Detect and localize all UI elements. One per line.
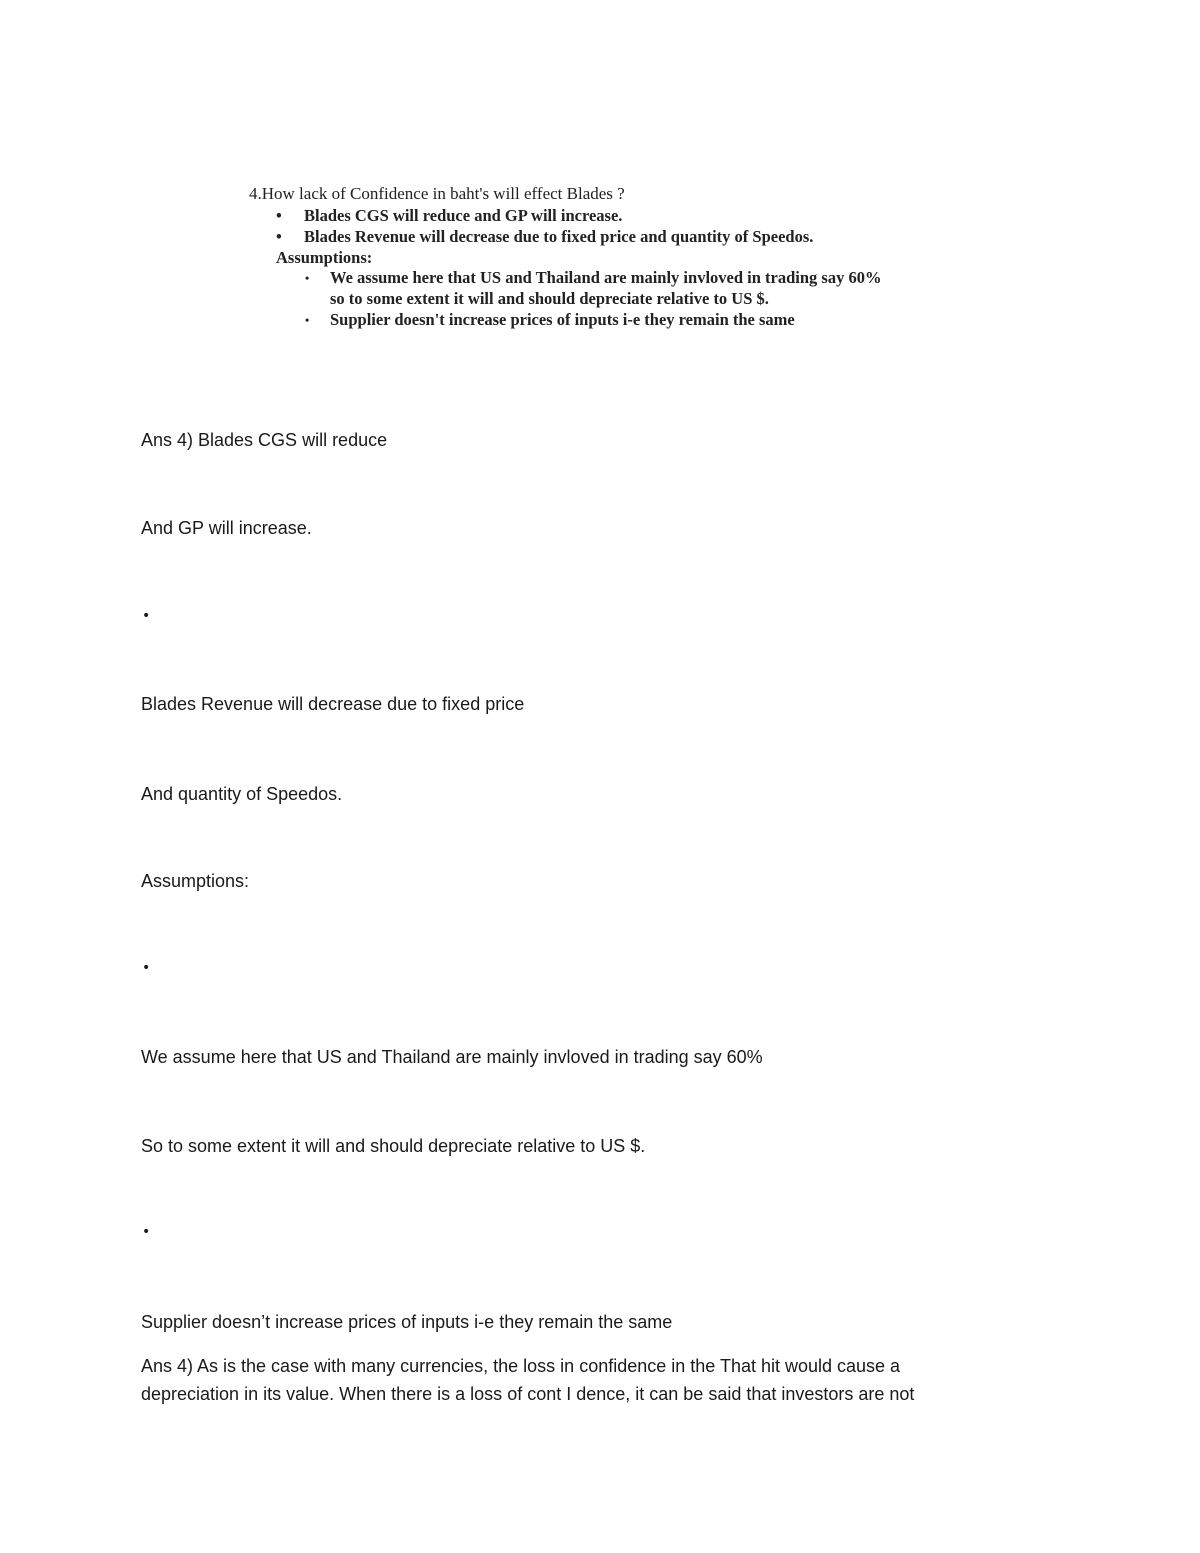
- answer-intro: Ans 4) Blades CGS will reduce: [141, 430, 388, 450]
- bullet-icon: •: [276, 206, 282, 225]
- revenue-line: Blades Revenue will decrease due to fixed price: [141, 694, 525, 714]
- bullet-icon: •: [142, 960, 151, 976]
- excerpt-sub-bullet-text: We assume here that US and Thailand are mainly invloved in trading say 60%: [330, 268, 882, 287]
- assume-line: We assume here that US and Thailand are mainly invloved in trading say 60%: [141, 1047, 763, 1067]
- excerpt-bullet-text: Blades CGS will reduce and GP will increase.: [304, 206, 623, 225]
- quantity-line: And quantity of Speedos.: [141, 784, 343, 804]
- gp-line: And GP will increase.: [141, 518, 312, 538]
- excerpt-bullet-text: Blades Revenue will decrease due to fixed price and quantity of Speedos.: [304, 227, 814, 246]
- bullet-icon: •: [142, 1224, 151, 1240]
- bullet-icon: •: [305, 313, 310, 327]
- bullet-icon: •: [142, 608, 151, 624]
- supplier-line: Supplier doesn’t increase prices of inputs i-e they remain the same: [141, 1312, 673, 1332]
- depreciate-line: So to some extent it will and should depreciate relative to US $.: [141, 1136, 646, 1156]
- assumptions-heading: Assumptions:: [141, 871, 250, 891]
- answer-paragraph-line: depreciation in its value. When there is a loss of cont I dence, it can be said that investors are not: [141, 1384, 915, 1404]
- excerpt-assumptions-heading: Assumptions:: [276, 248, 373, 267]
- answer-paragraph-line: Ans 4) As is the case with many currencies, the loss in confidence in the That hit would cause a: [141, 1356, 901, 1376]
- excerpt-question: 4.How lack of Confidence in baht's will effect Blades ?: [249, 184, 625, 203]
- excerpt-sub-bullet-text: Supplier doesn't increase prices of inputs i-e they remain the same: [330, 310, 795, 329]
- bullet-icon: •: [276, 227, 282, 246]
- bullet-icon: •: [305, 271, 310, 285]
- excerpt-sub-bullet-continuation: so to some extent it will and should depreciate relative to US $.: [330, 289, 769, 308]
